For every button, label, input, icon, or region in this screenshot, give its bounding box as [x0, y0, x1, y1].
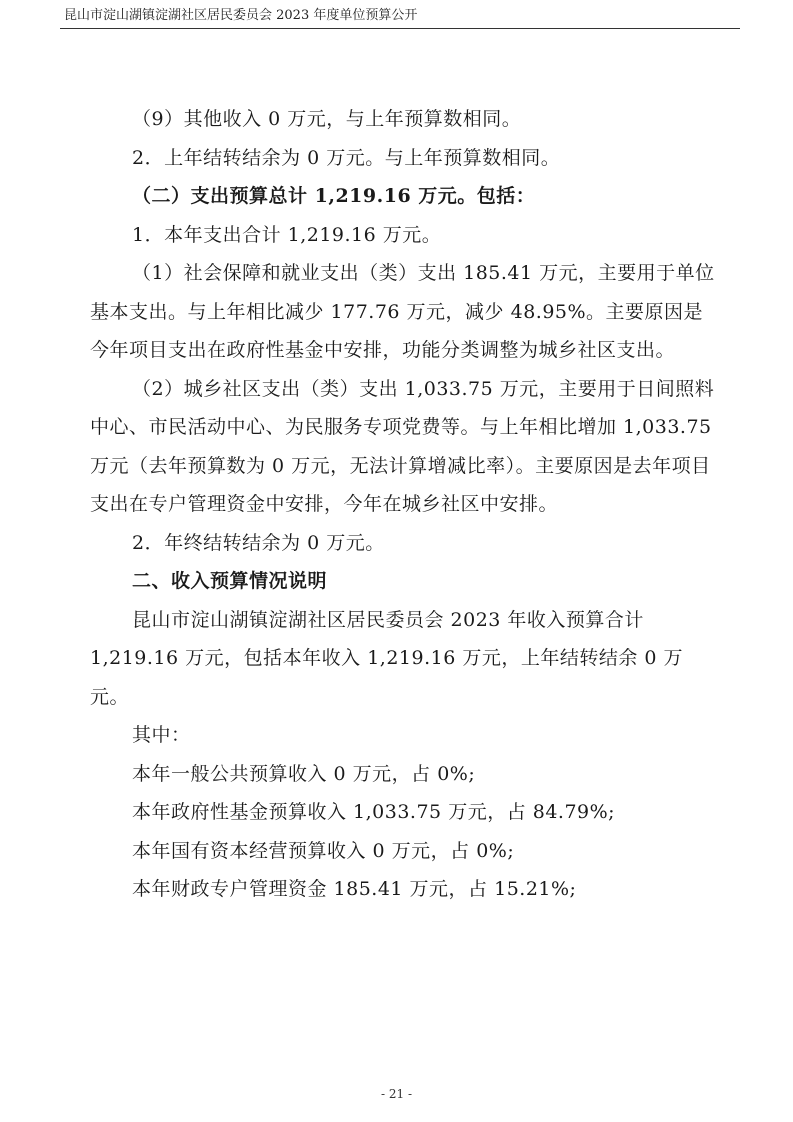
- paragraph-social-security: （1）社会保障和就业支出（类）支出 185.41 万元，主要用于单位基本支出。与上年相比减少 177.76 万元，减少 48.95%。主要原因是今年项目支出在政府性基金中安排，功能分类调整为城乡社区支出。: [90, 262, 715, 361]
- heading-income-section: 二、收入预算情况说明: [132, 570, 328, 592]
- paragraph-year-end-carryover: 2．年终结转结余为 0 万元。: [132, 531, 385, 554]
- paragraph-expenditure-sum: 1．本年支出合计 1,219.16 万元。: [132, 223, 442, 246]
- paragraph-special-account: 本年财政专户管理资金 185.41 万元，占 15.21%;: [132, 878, 577, 900]
- document-body: [90, 100, 720, 909]
- paragraph-gov-fund: 本年政府性基金预算收入 1,033.75 万元，占 84.79%;: [132, 801, 616, 823]
- paragraph-general-budget: 本年一般公共预算收入 0 万元，占 0%;: [132, 762, 476, 785]
- paragraph-among: 其中：: [132, 724, 191, 746]
- paragraph-urban-rural: （2）城乡社区支出（类）支出 1,033.75 万元，主要用于日间照料中心、市民活动中心、为民服务专项党费等。与上年相比增加 1,033.75 万元（去年预算数为 0 万元，无法计算增减比率）。主要原因是去年项目支出在专户管理资金中安排，今年在城乡社区中安排。: [90, 377, 715, 515]
- paragraph-income-total: 昆山市淀山湖镇淀湖社区居民委员会 2023 年收入预算合计 1,219.16 万元，包括本年收入 1,219.16 万元，上年结转结余 0 万元。: [90, 608, 684, 708]
- page-number: - 21 -: [380, 1087, 412, 1101]
- heading-expenditure-total: （二）支出预算总计 1,219.16 万元。包括：: [132, 185, 536, 207]
- page-header: 昆山市淀山湖镇淀湖社区居民委员会 2023 年度单位预算公开: [64, 8, 418, 23]
- paragraph-state-capital: 本年国有资本经营预算收入 0 万元，占 0%;: [132, 839, 515, 862]
- header-divider: [60, 28, 740, 29]
- paragraph-other-income: （9）其他收入 0 万元，与上年预算数相同。: [132, 108, 522, 130]
- paragraph-prior-carryover: 2．上年结转结余为 0 万元。与上年预算数相同。: [132, 146, 561, 169]
